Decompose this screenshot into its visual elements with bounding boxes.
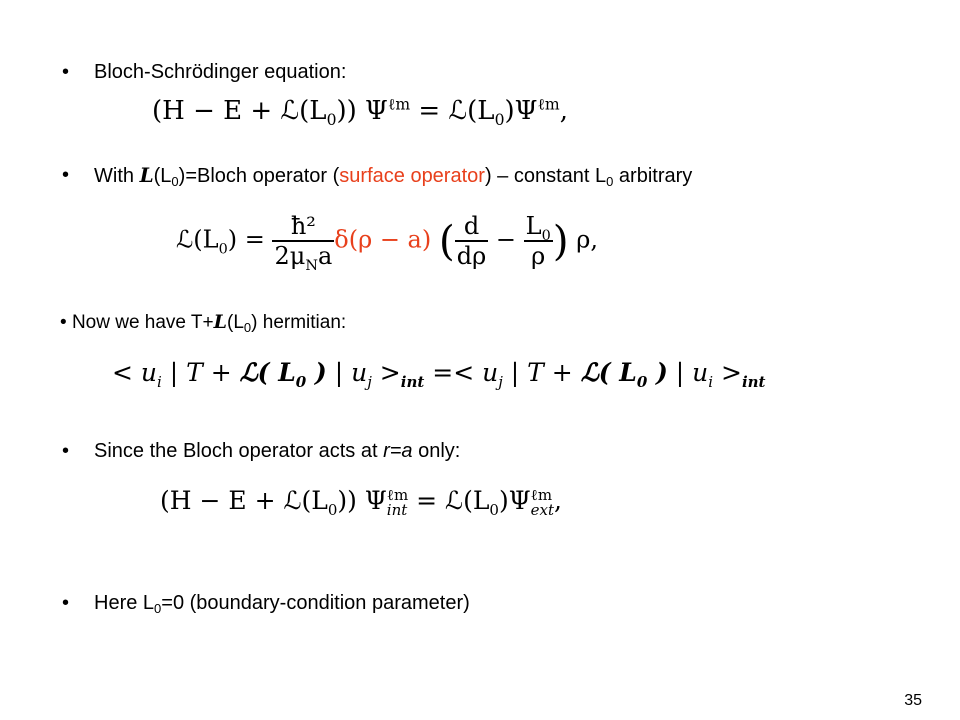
bullet-hermitian bbox=[60, 310, 346, 335]
eq-part: ℓm bbox=[387, 95, 411, 114]
bullet-text: )=Bloch operator ( bbox=[178, 165, 340, 187]
surface-operator-highlight: surface operator bbox=[339, 165, 485, 187]
eq-part: )Ψ bbox=[504, 96, 538, 126]
fraction-denominator: ρ bbox=[531, 242, 546, 270]
fraction-numerator: ħ² bbox=[272, 212, 334, 242]
script-l-symbol: L bbox=[213, 311, 227, 333]
subscript: 0 bbox=[171, 174, 179, 189]
eq-part: (H − E + ℒ(L bbox=[160, 486, 328, 515]
bullet-dot: • bbox=[62, 61, 70, 83]
fraction-numerator bbox=[524, 212, 553, 242]
fraction-numerator: d bbox=[455, 212, 488, 242]
eq-part: = ℒ(L bbox=[408, 486, 490, 515]
eq-part: 2μ bbox=[274, 242, 306, 270]
eq-part: 0 bbox=[541, 227, 551, 244]
delta-function: δ(ρ − a) bbox=[334, 225, 432, 254]
bullet-dot: • bbox=[62, 164, 70, 186]
eq-part: , bbox=[559, 96, 568, 126]
bullet-dot: • bbox=[62, 440, 70, 462]
eq-part: N bbox=[305, 257, 318, 274]
fraction-derivative bbox=[455, 212, 488, 270]
eq-part: int bbox=[386, 500, 408, 519]
eq-part: 0 bbox=[494, 111, 505, 130]
eq-part: ) = bbox=[227, 225, 273, 254]
bullet-text: Since the Bloch operator acts at bbox=[94, 440, 384, 462]
eq-part: L bbox=[525, 212, 542, 240]
equation-hermitian bbox=[112, 358, 766, 391]
bullet-text: With bbox=[94, 165, 140, 187]
eq-part: 0 bbox=[489, 501, 499, 519]
eq-part: ℒ(L bbox=[176, 225, 219, 254]
eq-part: − bbox=[488, 225, 524, 254]
fraction-denominator bbox=[272, 242, 334, 274]
bullet-acts-at-r-a bbox=[94, 439, 460, 463]
subscript: 0 bbox=[154, 601, 162, 616]
equation-bloch-schrodinger bbox=[152, 95, 568, 130]
eq-part: a bbox=[317, 242, 333, 270]
eq-text: < $u_i$ | T + ℒ( $L_0$ ) | $u_j >_{int} =< u_j$ | T + ℒ( $L_0$ ) | $u_i >_{int}$ bbox=[112, 358, 766, 391]
fraction-l0-rho bbox=[524, 212, 553, 270]
page-number: 35 bbox=[904, 692, 922, 709]
bullet-text: ) hermitian: bbox=[251, 312, 347, 333]
eq-part: , bbox=[554, 486, 562, 515]
eq-part: = ℒ(L bbox=[410, 96, 495, 126]
subscript: 0 bbox=[243, 320, 252, 335]
bullet-dot: • bbox=[60, 312, 67, 333]
equation-int-ext bbox=[160, 486, 562, 518]
bullet-text: only: bbox=[412, 440, 461, 462]
bullet-l0-zero bbox=[94, 591, 470, 615]
bullet-text: =0 (boundary-condition parameter) bbox=[161, 592, 470, 614]
eq-part: ℓm bbox=[537, 95, 560, 114]
bullet-text: arbitrary bbox=[613, 165, 693, 187]
eq-part: ℓm bbox=[386, 485, 409, 504]
eq-part: 0 bbox=[326, 111, 337, 130]
eq-part: 0 bbox=[218, 241, 228, 258]
bullet-text: Here L bbox=[94, 592, 155, 614]
bullet-text: ) – constant L bbox=[484, 165, 607, 187]
subscript: 0 bbox=[606, 174, 614, 189]
bullet-bloch-schrodinger bbox=[94, 60, 346, 84]
bullet-text: Now we have T+ bbox=[71, 312, 214, 333]
fraction-denominator: dρ bbox=[456, 242, 487, 270]
eq-part: )) Ψ bbox=[337, 486, 387, 515]
eq-part: ρ, bbox=[568, 225, 599, 254]
left-paren: ( bbox=[438, 217, 455, 265]
bullet-text: (L bbox=[153, 165, 172, 187]
eq-part: ℓm bbox=[530, 485, 553, 504]
eq-part: ext bbox=[530, 500, 555, 519]
bullet-text: (L bbox=[227, 312, 244, 333]
eq-part: (H − E + ℒ(L bbox=[152, 96, 327, 126]
fraction-hbar bbox=[272, 212, 334, 274]
equation-bloch-operator bbox=[176, 212, 599, 274]
script-l-symbol: L bbox=[139, 163, 154, 187]
eq-part: )Ψ bbox=[498, 486, 531, 515]
eq-part: )) Ψ bbox=[336, 96, 388, 126]
bullet-italic-text: r=a bbox=[383, 440, 413, 462]
bullet-text: Bloch-Schrödinger equation: bbox=[94, 61, 347, 83]
bullet-dot: • bbox=[62, 592, 70, 614]
right-paren: ) bbox=[552, 217, 569, 265]
bullet-bloch-operator bbox=[94, 163, 692, 188]
eq-part: 0 bbox=[327, 501, 338, 519]
